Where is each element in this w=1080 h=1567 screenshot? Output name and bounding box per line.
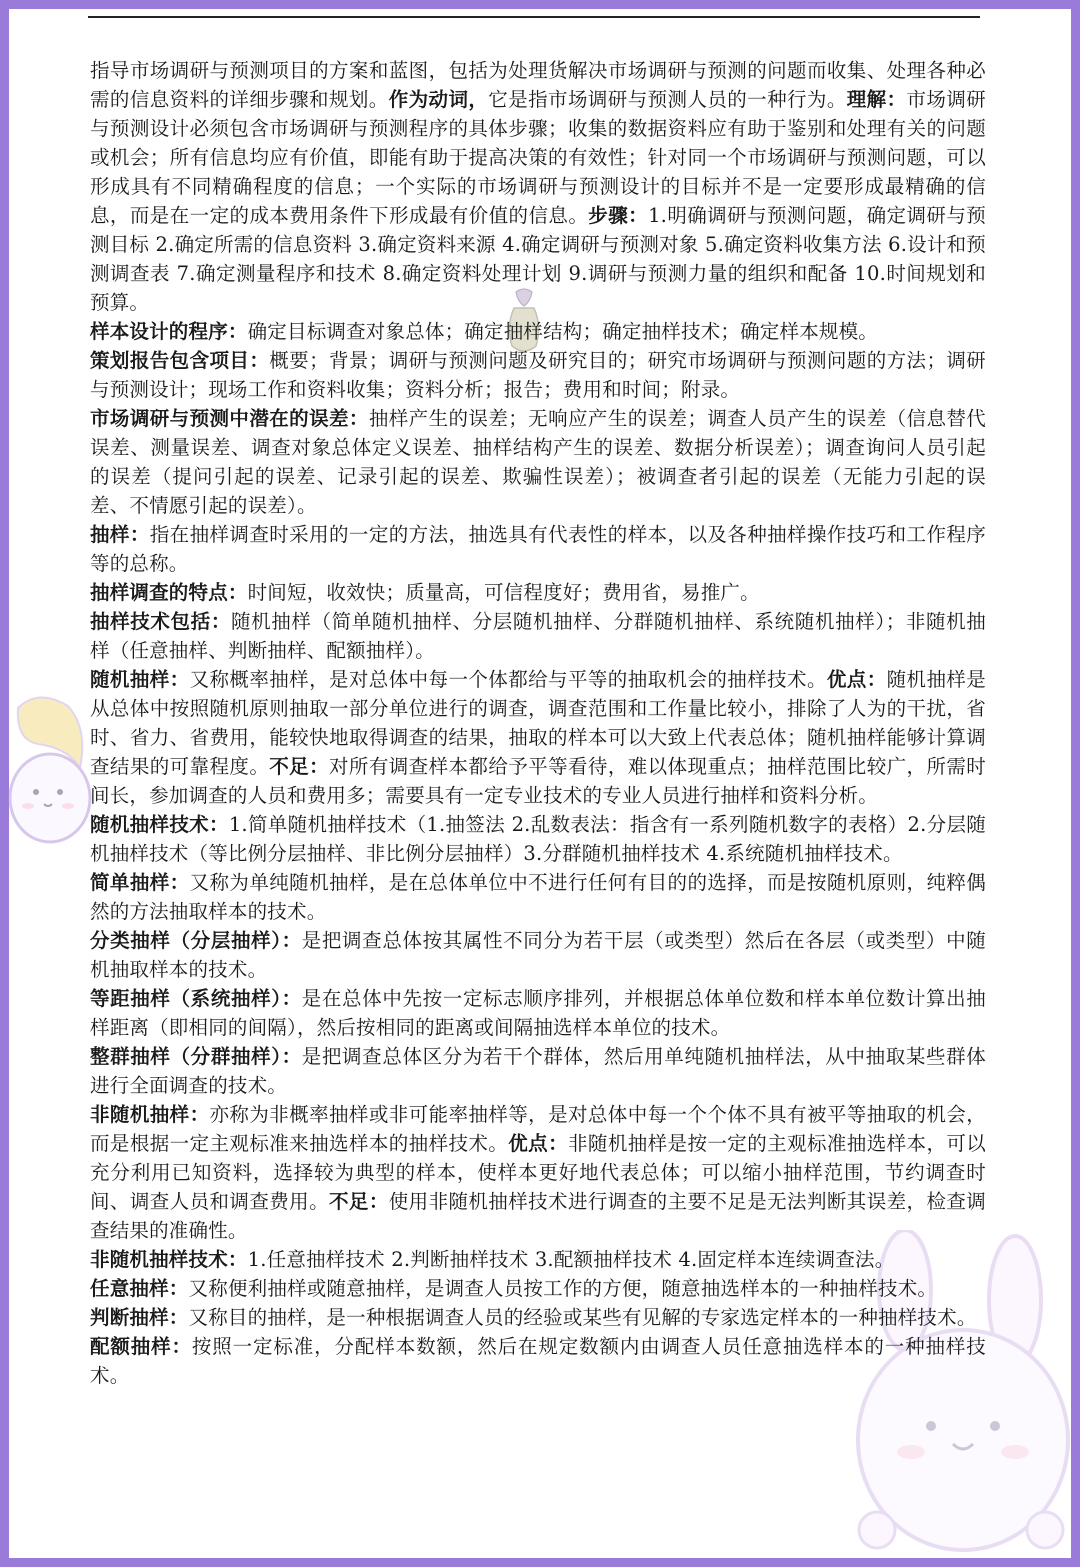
- note-paragraph: [90, 1274, 986, 1303]
- term-heading: 随机抽样技术：: [90, 813, 229, 836]
- term-heading: 不足：: [269, 755, 329, 778]
- term-heading: 配额抽样：: [90, 1335, 192, 1358]
- bunny-sticker-left-icon: [8, 688, 98, 858]
- note-text: 又称目的抽样，是一种根据调查人员的经验或某些有见解的专家选定样本的一种抽样技术。: [188, 1306, 977, 1329]
- term-heading: 步骤：: [588, 204, 649, 227]
- note-paragraph: [90, 926, 986, 984]
- term-heading: 作为动词，: [388, 88, 489, 111]
- note-text: 它是指市场调研与预测人员的一种行为。: [488, 88, 847, 111]
- note-paragraph: [90, 1100, 986, 1245]
- note-text: 随机抽样（简单随机抽样、分层随机抽样、分群随机抽样、系统随机抽样）；非随机抽样（任意抽样、判断抽样、配额抽样）。: [90, 610, 986, 662]
- note-text: 使用非随机抽样技术进行调查的主要不足是无法判断其误差，检查调查结果的准确性。: [90, 1190, 986, 1242]
- note-text: 抽样产生的误差；无响应产生的误差；调查人员产生的误差（信息替代误差、测量误差、调查对象总体定义误差、抽样结构产生的误差、数据分析误差）；调查询问人员引起的误差（提问引起的误差、记录引起的误差、欺骗性误差）；被调查者引起的误差（无能力引起的误差、不情愿引起的误差）。: [90, 407, 986, 517]
- note-text: 是把调查总体区分为若干个群体，然后用单纯随机抽样法，从中抽取某些群体进行全面调查的技术。: [90, 1045, 986, 1097]
- term-heading: 等距抽样（系统抽样）：: [90, 987, 302, 1010]
- note-paragraph: [90, 1245, 986, 1274]
- note-text: 随机抽样是从总体中按照随机原则抽取一部分单位进行的调查，调查范围和工作量比较小，排除了人为的干扰，省时、省力、省费用，能较快地取得调查的结果，抽取的样本可以大致上代表总体；随机抽样能够计算调查结果的可靠程度。: [90, 668, 986, 778]
- term-heading: 非随机抽样：: [90, 1103, 210, 1126]
- note-text: 1.简单随机抽样技术（1.抽签法 2.乱数表法：指含有一系列随机数字的表格）2.分层随机抽样技术（等比例分层抽样、非比例分层抽样）3.分群随机抽样技术 4.系统随机抽样技术。: [90, 813, 986, 865]
- note-paragraph: [90, 404, 986, 520]
- term-heading: 分类抽样（分层抽样）：: [90, 929, 302, 952]
- term-heading: 抽样：: [90, 523, 150, 546]
- note-text: 按照一定标准，分配样本数额，然后在规定数额内由调查人员任意抽选样本的一种抽样技术。: [90, 1335, 986, 1387]
- term-heading: 策划报告包含项目：: [90, 349, 270, 372]
- note-text: 又称概率抽样，是对总体中每一个体都给与平等的抽取机会的抽样技术。: [189, 668, 827, 691]
- note-text: 又称为单纯随机抽样，是在总体单位中不进行任何有目的的选择，而是按随机原则，纯粹偶然的方法抽取样本的技术。: [90, 871, 986, 923]
- note-paragraph: [90, 984, 986, 1042]
- term-heading: 理解：: [846, 88, 907, 111]
- note-text: 时间短，收效快；质量高，可信程度好；费用省，易推广。: [247, 581, 760, 604]
- note-text: 市场调研与预测设计必须包含市场调研与预测程序的具体步骤；收集的数据资料应有助于鉴别和处理有关的问题或机会；所有信息均应有价值，即能有助于提高决策的有效性；针对同一个市场调研与预测问题，可以形成具有不同精确程度的信息；一个实际的市场调研与预测设计的目标并不是一定要形成最精确的信息，而是在一定的成本费用条件下形成最有价值的信息。: [90, 88, 986, 227]
- term-heading: 优点：: [826, 668, 887, 691]
- note-paragraph: [90, 607, 986, 665]
- note-paragraph: [90, 578, 986, 607]
- note-paragraph: [90, 317, 986, 346]
- term-heading: 随机抽样：: [90, 668, 190, 691]
- term-heading: 抽样调查的特点：: [90, 581, 248, 604]
- note-paragraph: [90, 665, 986, 810]
- note-paragraph: [90, 346, 986, 404]
- note-paragraph: [90, 810, 986, 868]
- note-paragraph: [90, 868, 986, 926]
- note-paragraph: [90, 520, 986, 578]
- note-text: 1.任意抽样技术 2.判断抽样技术 3.配额抽样技术 4.固定样本连续调查法。: [247, 1248, 895, 1271]
- term-heading: 非随机抽样技术：: [90, 1248, 248, 1271]
- term-heading: 简单抽样：: [90, 871, 190, 894]
- note-text: 是在总体中先按一定标志顺序排列，并根据总体单位数和样本单位数计算出抽样距离（即相同的间隔），然后按相同的距离或间隔抽选样本单位的技术。: [90, 987, 986, 1039]
- term-heading: 任意抽样：: [90, 1277, 189, 1300]
- term-heading: 不足：: [328, 1190, 389, 1213]
- study-notes-body: [90, 56, 986, 1390]
- note-paragraph: [90, 1332, 986, 1390]
- note-text: 1.明确调研与预测问题，确定调研与预测目标 2.确定所需的信息资料 3.确定资料来源 4.确定调研与预测对象 5.确定资料收集方法 6.设计和预测调查表 7.确定测量程序和技术 8.确定资料处理计划 9.调研与预测力量的组织和配备 10.时间规划和预算。: [90, 204, 986, 314]
- term-heading: 优点：: [508, 1132, 568, 1155]
- note-text: 是把调查总体按其属性不同分为若干层（或类型）然后在各层（或类型）中随机抽取样本的技术。: [90, 929, 986, 981]
- note-text: 非随机抽样是按一定的主观标准抽选样本，可以充分利用已知资料，选择较为典型的样本，使样本更好地代表总体；可以缩小抽样范围，节约调查时间、调查人员和调查费用。: [90, 1132, 986, 1213]
- term-heading: 整群抽样（分群抽样）：: [90, 1045, 302, 1068]
- note-text: 对所有调查样本都给予平等看待，难以体现重点；抽样范围比较广，所需时间长，参加调查的人员和费用多；需要具有一定专业技术的专业人员进行抽样和资料分析。: [90, 755, 986, 807]
- top-rule: [88, 16, 980, 18]
- note-text: 亦称为非概率抽样或非可能率抽样等，是对总体中每一个个体不具有被平等抽取的机会，而是根据一定主观标准来抽选样本的抽样技术。: [90, 1103, 986, 1155]
- note-text: 确定目标调查对象总体；确定抽样结构；确定抽样技术；确定样本规模。: [247, 320, 879, 343]
- note-text: 指在抽样调查时采用的一定的方法，抽选具有代表性的样本，以及各种抽样操作技巧和工作程序等的总称。: [90, 523, 986, 575]
- note-paragraph: [90, 1042, 986, 1100]
- note-text: 概要；背景；调研与预测问题及研究目的；研究市场调研与预测问题的方法；调研与预测设计；现场工作和资料收集；资料分析；报告；费用和时间；附录。: [90, 349, 986, 401]
- note-paragraph: [90, 1303, 986, 1332]
- note-paragraph: [90, 56, 986, 317]
- term-heading: 抽样技术包括：: [90, 610, 231, 633]
- note-text: 又称便利抽样或随意抽样，是调查人员按工作的方便，随意抽选样本的一种抽样技术。: [188, 1277, 938, 1300]
- term-heading: 样本设计的程序：: [90, 320, 248, 343]
- term-heading: 判断抽样：: [90, 1306, 189, 1329]
- term-heading: 市场调研与预测中潜在的误差：: [90, 407, 369, 430]
- note-text: 指导市场调研与预测项目的方案和蓝图，包括为处理货解决市场调研与预测的问题而收集、处理各种必需的信息资料的详细步骤和规划。: [90, 59, 986, 111]
